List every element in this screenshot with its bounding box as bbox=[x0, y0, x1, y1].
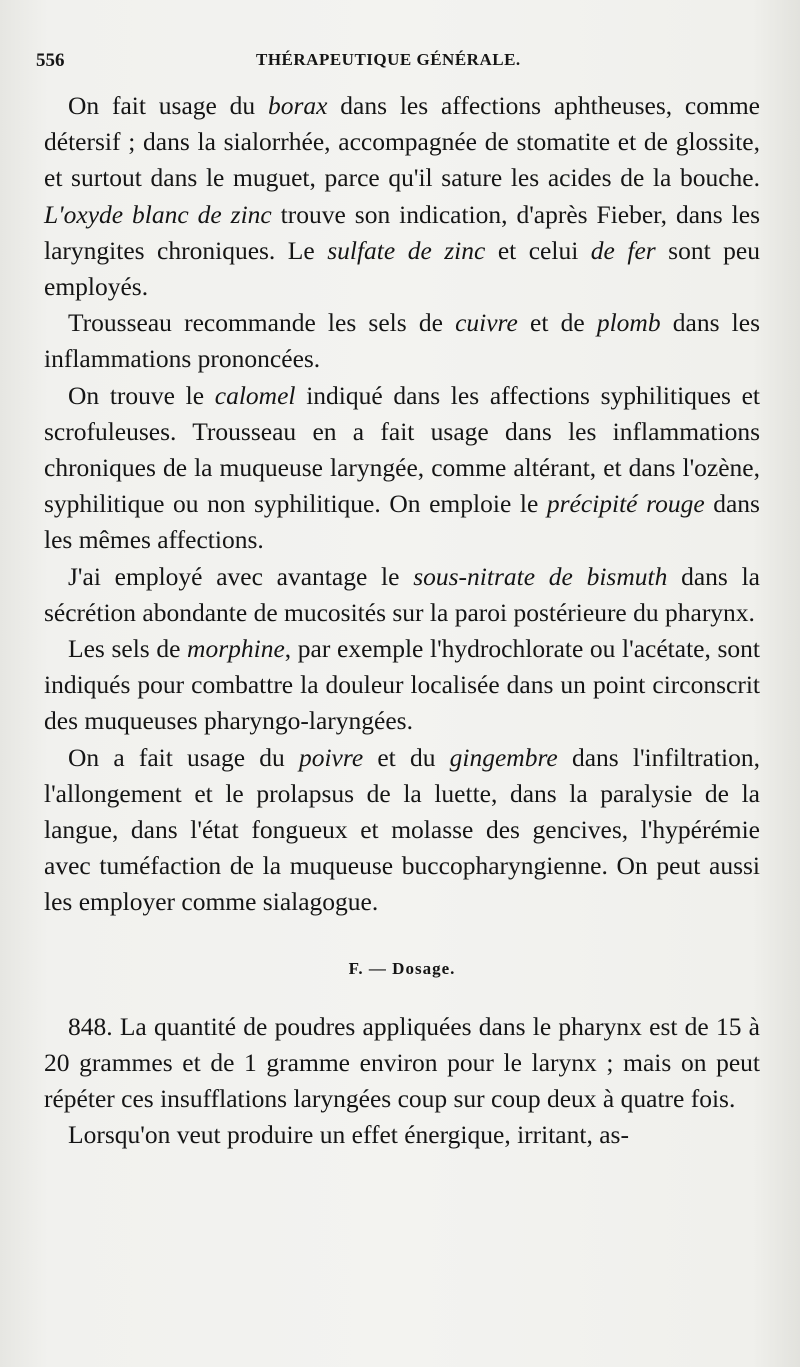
text-run: On trouve le bbox=[68, 380, 215, 410]
paragraph-group-dosage bbox=[44, 1009, 760, 1154]
section-heading: F. — Dosage. bbox=[348, 958, 456, 978]
text-run: On a fait usage du bbox=[68, 742, 299, 772]
italic-term: L'oxyde blanc de zinc bbox=[44, 199, 272, 229]
paragraph-group-therapeutics bbox=[44, 88, 760, 921]
text-run: et de bbox=[517, 308, 597, 338]
text-run: dans les inflammations prononcées. bbox=[44, 308, 760, 374]
text-run: dans les mêmes affections. bbox=[44, 489, 760, 555]
text-run: J'ai employé avec avantage le bbox=[68, 561, 414, 591]
italic-term: calomel bbox=[214, 380, 296, 410]
italic-term: borax bbox=[267, 91, 328, 120]
italic-term: plomb bbox=[596, 308, 661, 338]
text-run: Lorsqu'on veut produire un effet énergique, irritant, as- bbox=[68, 1120, 629, 1150]
page-number: 556 bbox=[36, 50, 65, 71]
italic-term: cuivre bbox=[455, 308, 518, 338]
italic-term: de fer bbox=[590, 235, 656, 265]
paragraph bbox=[44, 559, 760, 631]
running-title: THÉRAPEUTIQUE GÉNÉRALE. bbox=[256, 50, 521, 69]
text-run: dans les affections aphtheuses, comme détersif ; dans la sialorrhée, accompagnée de stomatite et de glossite, et surtout dans le muguet, parce qu'il sature les acides de la bouche. bbox=[44, 91, 760, 193]
text-run: dans l'infiltration, l'allongement et le prolapsus de la luette, dans la paralysie de la langue, dans l'état fongueux et molasse des gencives, l'hypérémie avec tuméfaction de la muqueuse buccopharyngienne. On peut aussi les employer comme sialagogue. bbox=[44, 742, 760, 917]
text-run: sont peu employés. bbox=[44, 235, 761, 302]
text-run: On fait usage du bbox=[68, 91, 268, 120]
paragraph bbox=[44, 740, 760, 921]
text-run: Trousseau recommande les sels de bbox=[68, 308, 456, 338]
italic-term: sulfate de zinc bbox=[327, 235, 486, 265]
italic-term: précipité rouge bbox=[546, 489, 705, 519]
page-header bbox=[36, 50, 760, 76]
italic-term: morphine bbox=[187, 634, 285, 664]
italic-term: sous-nitrate de bismuth bbox=[413, 561, 668, 591]
text-run: 848. La quantité de poudres appliquées dans le pharynx est de 15 à 20 grammes et de 1 gramme environ pour le larynx ; mais on peut répéter ces insufflations laryngées coup sur coup deux à quatre fois. bbox=[44, 1011, 760, 1114]
body-text bbox=[44, 88, 760, 1153]
paragraph bbox=[44, 305, 760, 377]
text-run: dans la sécrétion abondante de mucosités sur la paroi postérieure du pharynx. bbox=[44, 561, 760, 627]
text-run: Les sels de bbox=[68, 634, 188, 664]
text-run: et celui bbox=[485, 235, 591, 265]
text-run: trouve son indication, d'après Fieber, dans les laryngites chroniques. Le bbox=[44, 199, 760, 265]
text-run: , par exemple l'hydrochlorate ou l'acétate, sont indiqués pour combattre la douleur localisée dans un point circonscrit des muqueuses pharyngo-laryngées. bbox=[44, 634, 761, 736]
text-run: indiqué dans les affections syphilitiques et scrofuleuses. Trousseau en a fait usage dans les inflammations chroniques de la muqueuse laryngée, comme altérant, et dans l'ozène, syphilitique ou non syphilitique. On emploie le bbox=[44, 380, 760, 519]
text-run: et du bbox=[363, 742, 450, 772]
italic-term: poivre bbox=[298, 742, 364, 772]
paragraph bbox=[44, 378, 760, 559]
paragraph bbox=[44, 631, 760, 740]
italic-term: gingembre bbox=[449, 742, 558, 772]
paragraph bbox=[44, 88, 760, 305]
paragraph bbox=[44, 1009, 760, 1118]
paragraph bbox=[44, 1117, 760, 1153]
